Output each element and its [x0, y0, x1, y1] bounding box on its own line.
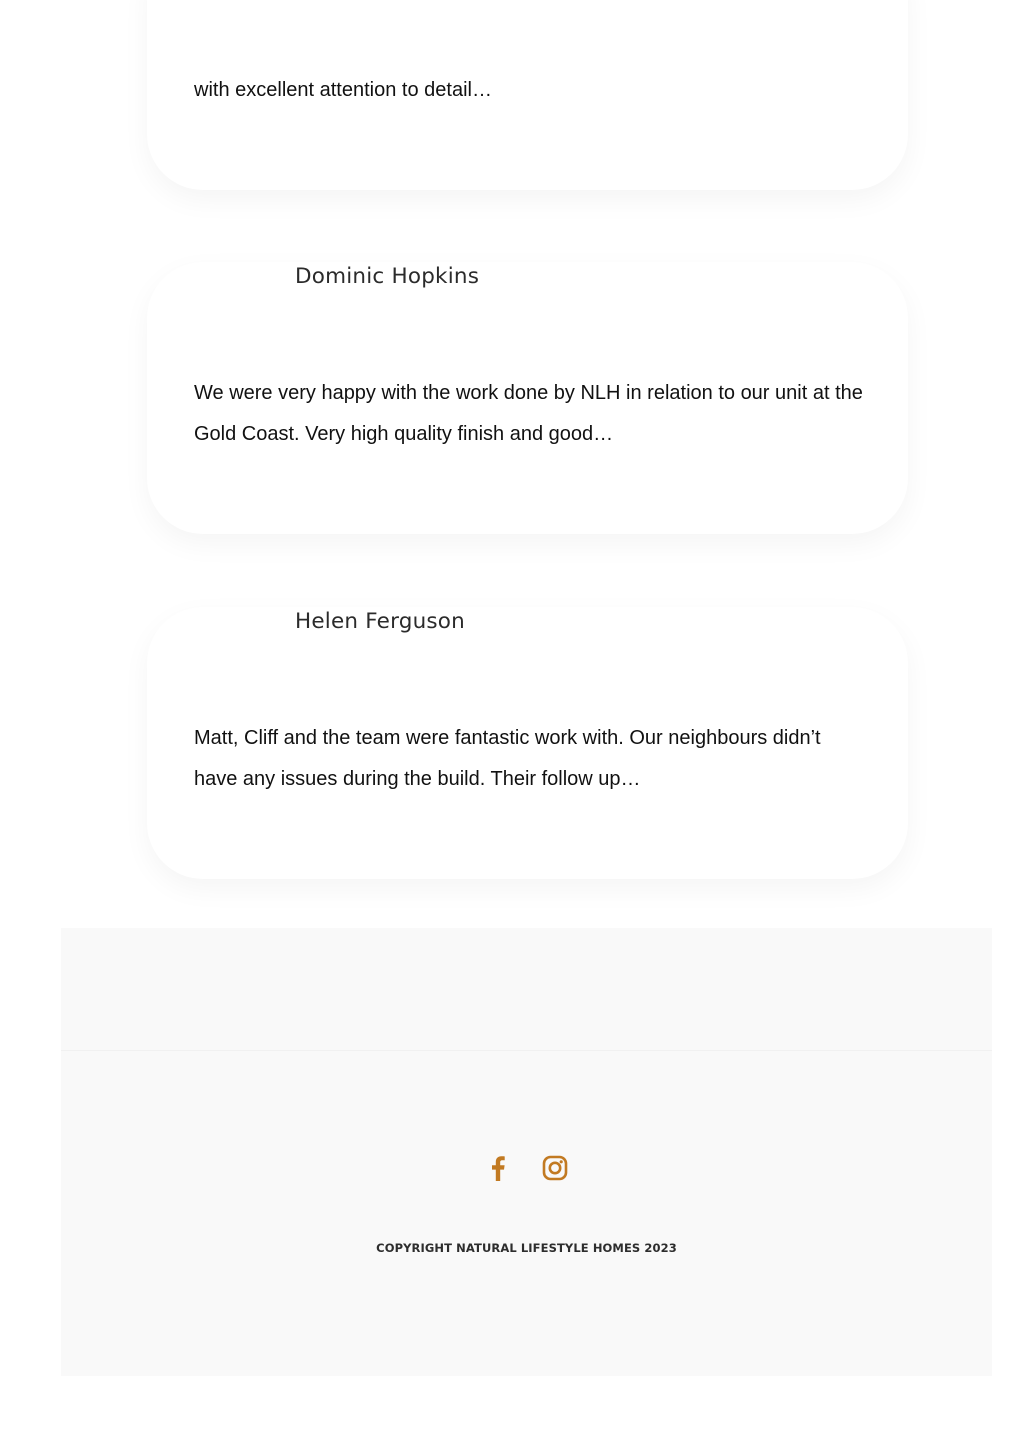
- testimonial-quote: with excellent attention to detail…: [194, 79, 492, 101]
- testimonial-author: Dominic Hopkins: [295, 264, 480, 289]
- instagram-link[interactable]: [539, 1152, 571, 1184]
- footer-widget-area: [61, 928, 992, 1051]
- facebook-link[interactable]: [482, 1152, 514, 1184]
- facebook-icon: [490, 1155, 506, 1181]
- footer-bottom-bar: [61, 1051, 992, 1376]
- testimonial-author: Helen Ferguson: [295, 609, 465, 634]
- instagram-icon: [542, 1155, 568, 1181]
- testimonial-quote: Matt, Cliff and the team were fantastic work with. Our neighbours didn’t have any issues during the build. Their follow up…: [194, 727, 821, 790]
- testimonial-quote: We were very happy with the work done by NLH in relation to our unit at the Gold Coast. Very high quality finish and good…: [194, 382, 863, 445]
- copyright-text: COPYRIGHT NATURAL LIFESTYLE HOMES 2023: [376, 1241, 677, 1255]
